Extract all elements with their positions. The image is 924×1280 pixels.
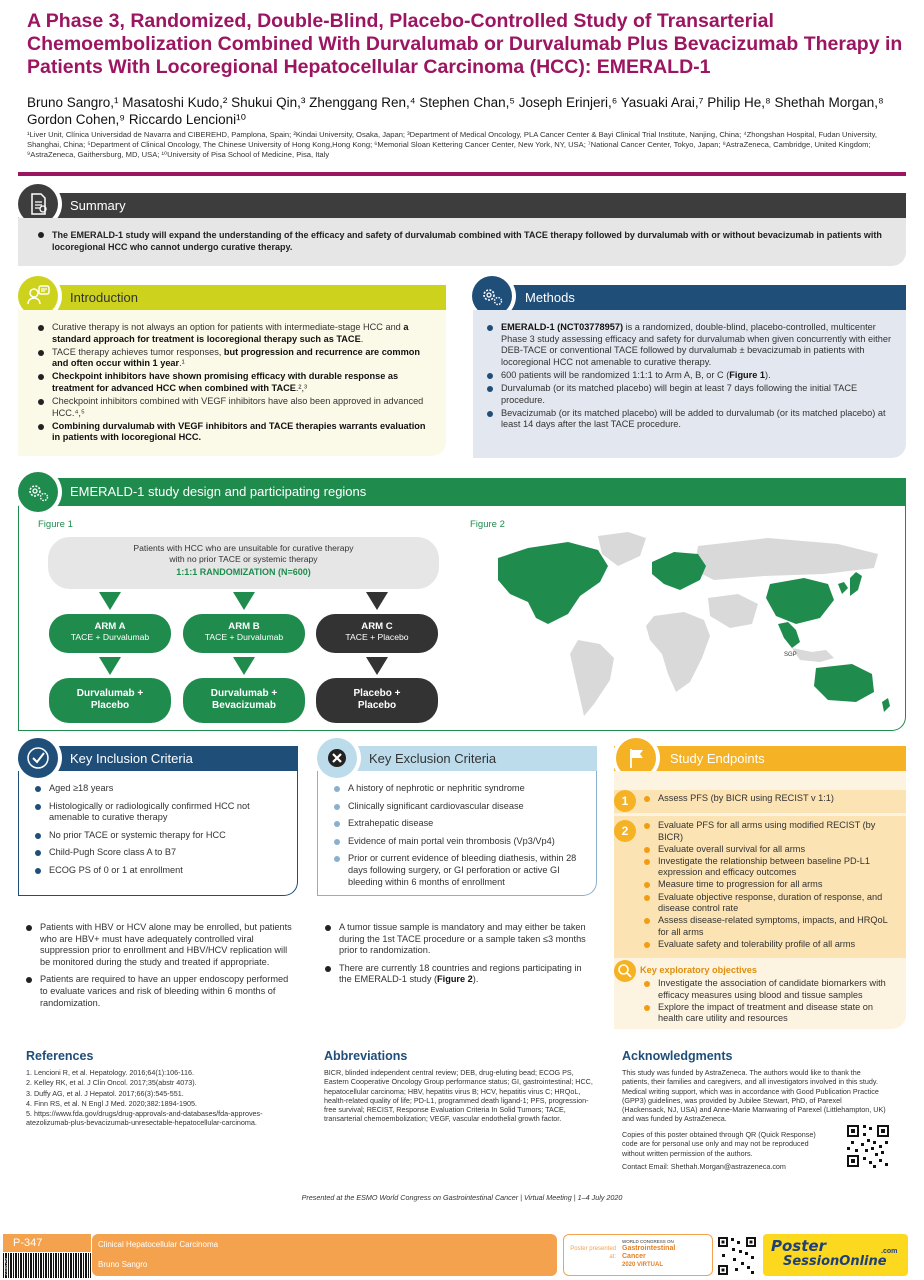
arm-c-desc: TACE + Placebo [345, 632, 409, 642]
inclusion-item: Histologically or radiologically confirmed HCC not amenable to curative therapy [33, 801, 289, 824]
reference-item: 2. Kelley RK, et al. J Clin Oncol. 2017;35(abstr 4073). [26, 1078, 197, 1088]
methods-item [485, 408, 892, 431]
figure1-label: Figure 1 [38, 519, 73, 530]
qr-code-icon[interactable] [845, 1123, 891, 1169]
barcode-icon [3, 1253, 91, 1278]
exclusion-list [332, 783, 588, 888]
arm-b-desc: TACE + Durvalumab [204, 632, 284, 642]
inclusion-notes [24, 922, 294, 1015]
exploratory-list [642, 978, 900, 1025]
abbreviations-text: BICR, blinded independent central review; DEB, drug-eluting bead; ECOG PS, Eastern Cooperative Oncology Group performance status; GI, gastrointestinal; HCC, hepatocellular carcinoma; HBV, hepatitis virus B; HCV, hepatitis virus C; HRQoL, health-related quality of life; PD-L1, programmed death ligand-1; PFS, progression-free survival; RECIST, Response Evaluation Criteria In Solid Tumors; TACE, transarterial chemoembolization; VEGF, vascular endothelial growth factor. [324, 1068, 593, 1124]
inclusion-item: No prior TACE or systemic therapy for HCC [33, 830, 289, 842]
introduction-item-tail: ⁴,⁵ [74, 407, 85, 418]
esmo-line3: Cancer [622, 1253, 646, 1260]
secondary-endpoint: Evaluate PFS for all arms using modified RECIST (by BICR) [642, 820, 900, 843]
methods-item [485, 322, 892, 368]
emerald-heading: EMERALD-1 study design and participating regions [70, 484, 367, 499]
exclusion-box [317, 771, 597, 896]
methods-item [485, 383, 892, 406]
introduction-header [18, 285, 446, 310]
primary-number: 1 [614, 790, 636, 812]
figure2-label: Figure 2 [470, 519, 505, 530]
caption-line1: Patients with HCC who are unsuitable for curative therapy [133, 543, 354, 553]
methods-item-figure: Figure 1 [729, 369, 766, 380]
secondary-number: 2 [614, 820, 636, 842]
introduction-item-tail: .¹ [179, 358, 185, 369]
methods-item-text: 600 patients will be randomized 1:1:1 to Arm A, B, or C ( [501, 369, 730, 380]
introduction-item-text: Curative therapy is not always an option for patients with intermediate-stage HCC and [52, 322, 404, 332]
arm-a-result [49, 678, 171, 723]
esmo-line2: Gastrointestinal [622, 1245, 676, 1252]
exclusion-item: Prior or current evidence of bleeding diathesis, within 28 days following surgery, or GI perforation or active GI bleeding within 6 months of enrollment [332, 853, 588, 888]
esmo-line1: WORLD CONGRESS ON [622, 1239, 674, 1244]
introduction-item-tail: .²,³ [295, 382, 308, 393]
methods-item [485, 370, 892, 382]
exploratory-objective: Investigate the association of candidate biomarkers with efficacy measures using blood and tissue samples [642, 978, 900, 1001]
introduction-box [18, 310, 446, 456]
inclusion-list [33, 783, 289, 877]
abbreviations-heading: Abbreviations [324, 1049, 408, 1063]
arm-a-result-line2: Placebo [90, 700, 130, 711]
emerald-header [18, 478, 906, 506]
arrow-down-icon [233, 592, 255, 610]
arm-c-name: ARM C [361, 621, 393, 632]
arm-c [316, 614, 438, 653]
endpoints-heading: Study Endpoints [670, 751, 765, 766]
arrow-down-icon [366, 592, 388, 610]
author-list: Bruno Sangro,¹ Masatoshi Kudo,² Shukui Qin,³ Zhenggang Ren,⁴ Stephen Chan,⁵ Joseph Erinjeri,⁶ Yasuaki Arai,⁷ Philip He,⁸ Shethah Morgan,⁸ Gordon Cohen,⁹ Riccardo Lencioni¹⁰ [27, 95, 884, 127]
secondary-endpoint: Evaluate objective response, duration of response, and disease control rate [642, 892, 900, 915]
introduction-heading: Introduction [70, 290, 138, 305]
world-map [486, 528, 898, 723]
secondary-endpoints-list [642, 820, 900, 951]
introduction-item-bold: Checkpoint inhibitors have shown promising efficacy with durable response as treatment for advanced HCC when combined with TACE [52, 371, 399, 393]
footer-author: Bruno Sangro [98, 1260, 148, 1269]
methods-item-text: Durvalumab (or its matched placebo) will begin at least 7 days following the initial TACE procedure. [501, 382, 858, 405]
inclusion-item: Child-Pugh Score class A to B7 [33, 847, 289, 859]
introduction-item [36, 371, 432, 394]
methods-list [485, 322, 892, 431]
arrow-down-icon [99, 592, 121, 610]
introduction-item-tail: . [360, 333, 364, 344]
summary-header [18, 193, 906, 218]
inclusion-item: ECOG PS of 0 or 1 at enrollment [33, 865, 289, 877]
arrow-down-icon [233, 657, 255, 675]
population-caption [48, 537, 439, 589]
reference-item: 1. Lencioni R, et al. Hepatology. 2016;64(1):106-116. [26, 1068, 194, 1077]
pso-word2: SessionOnline [783, 1254, 887, 1269]
reference-item: 4. Finn RS, et al. N Engl J Med. 2020;382:1894-1905. [26, 1098, 198, 1108]
arm-c-result-line2: Placebo [357, 700, 397, 711]
exclusion-note-2-figure: Figure 2 [437, 974, 473, 985]
arm-b-result-line2: Bevacizumab [212, 700, 276, 711]
methods-item-text: Bevacizumab (or its matched placebo) will be added to durvalumab (or its matched placebo) at least 14 days after the last TACE procedure. [501, 407, 886, 430]
methods-header [473, 285, 906, 310]
footer-category: Clinical Hepatocellular Carcinoma [98, 1240, 219, 1249]
secondary-endpoint: Measure time to progression for all arms [642, 879, 900, 891]
arm-b [183, 614, 305, 653]
exclusion-note-2 [323, 963, 593, 986]
exclusion-note-2-tail: ). [472, 974, 479, 985]
arm-c-result [316, 678, 438, 723]
copies-notice: Copies of this poster obtained through QR (Quick Response) code are for personal use only and may not be reproduced without written permission of the authors. [622, 1130, 816, 1158]
references-heading: References [26, 1049, 94, 1063]
arm-c-result-line1: Placebo + [353, 688, 401, 699]
presented-at: Presented at the ESMO World Congress on Gastrointestinal Cancer | Virtual Meeting | 1–4 July 2020 [301, 1193, 623, 1202]
exclusion-item: Evidence of main portal vein thrombosis (Vp3/Vp4) [332, 836, 588, 848]
exclusion-notes [323, 922, 593, 987]
arm-a [49, 614, 171, 653]
arm-b-result-line1: Durvalumab + [210, 688, 278, 699]
arm-a-name: ARM A [94, 621, 126, 632]
randomization-label: 1:1:1 RANDOMIZATION (N=600) [176, 567, 311, 577]
introduction-item-bold: a standard approach for treatment is locoregional therapy such as TACE [52, 322, 409, 344]
affiliations: ¹Liver Unit, Clínica Universidad de Navarra and CIBEREHD, Pamplona, Spain; ²Kindai University, Osaka, Japan; ³Department of Medical Oncology, PLA Cancer Center & Bayi Clinical Trial Institute, Nanjing, China; ⁴Zhongshan Hospital, Fudan University, Shanghai, China; ⁵Department of Clinical Oncology, The Chinese University of Hong Kong,Hong Kong; ⁶Memorial Sloan Kettering Cancer Center, New York, NY, USA; ⁷National Cancer Center, Tokyo, Japan; ⁸AstraZeneca, Cambridge, United Kingdom; ⁹AstraZeneca, Gaithersburg, MD, USA; ¹⁰University of Pisa School of Medicine, Pisa, Italy [27, 130, 877, 159]
methods-item-tail: ). [765, 369, 771, 380]
introduction-item-bold: Combining durvalumab with VEGF inhibitors and TACE therapies warrants evaluation in patients with locoregional HCC. [52, 420, 426, 443]
introduction-item [36, 347, 432, 370]
secondary-endpoint: Evaluate safety and tolerability profile of all arms [642, 939, 900, 951]
esmo-logo [622, 1239, 675, 1270]
exclusion-note-2-text: There are currently 18 countries and regions participating in the EMERALD-1 study ( [339, 962, 582, 985]
exclusion-note-1: A tumor tissue sample is mandatory and may either be taken during the 1st TACE procedure or a sample taken ≤3 months prior to randomization. [323, 922, 593, 957]
arm-a-result-line1: Durvalumab + [76, 688, 144, 699]
contact-email[interactable]: Contact Email: Shethah.Morgan@astrazeneca.com [622, 1162, 786, 1171]
inclusion-box [18, 771, 298, 896]
secondary-endpoint: Assess disease-related symptoms, impacts, and HRQoL for all arms [642, 915, 900, 938]
arrow-down-icon [366, 657, 388, 675]
introduction-item [36, 322, 432, 345]
methods-item-bold: EMERALD-1 (NCT03778957) [501, 322, 624, 332]
exploratory-objective: Explore the impact of treatment and disease state on health care utility and resources [642, 1002, 900, 1025]
introduction-item-text: TACE therapy achieves tumor responses, [52, 346, 224, 357]
arm-b-name: ARM B [228, 621, 260, 632]
summary-heading: Summary [70, 198, 126, 213]
summary-text: The EMERALD-1 study will expand the understanding of the efficacy and safety of durvalumab combined with TACE therapy followed by durvalumab with or without bevacizumab in patients with locoregional HCC who cannot undergo curative therapy. [52, 230, 882, 252]
introduction-item-bold: but progression and recurrence are common and often occur within 1 year [52, 346, 420, 369]
arm-b-result [183, 678, 305, 723]
methods-heading: Methods [525, 290, 575, 305]
references-list [26, 1068, 296, 1129]
secondary-endpoint: Evaluate overall survival for all arms [642, 844, 900, 856]
reference-item: 3. Duffy AG, et al. J Hepatol. 2017;66(3):545-551. [26, 1088, 184, 1098]
acknowledgments-heading: Acknowledgments [622, 1049, 733, 1063]
header-divider [18, 172, 906, 176]
postersessiononline-logo[interactable] [763, 1234, 908, 1276]
map-label-sgp: SGP [784, 652, 797, 658]
footer-info-bar [92, 1234, 557, 1276]
inclusion-note: Patients are required to have an upper endoscopy performed to evaluate varices and risk of bleeding within 6 months of randomization. [24, 974, 294, 1009]
exclusion-item: Clinically significant cardiovascular disease [332, 801, 588, 813]
inclusion-heading: Key Inclusion Criteria [70, 751, 193, 766]
introduction-item-text: Checkpoint inhibitors combined with VEGF inhibitors have also been approved in advanced HCC. [52, 396, 424, 418]
methods-box [473, 310, 906, 458]
exclusion-item: Extrahepatic disease [332, 818, 588, 830]
introduction-list [36, 322, 432, 444]
poster-code: P-347 [3, 1234, 91, 1252]
side-code: 270625C [4, 1255, 10, 1276]
acknowledgments-text: This study was funded by AstraZeneca. The authors would like to thank the patients, their families and caregivers, and all investigators involved in this study. Medical writing support, which was in accordance with Good Publication Practice (GPP3) guidelines, was provided by Jubilee Stewart, PhD, of Parexel (Hackensack, NJ, USA) and Anne-Marie Manwaring of Parexel (Littlehampton, UK) and was funded by AstraZeneca. [622, 1068, 886, 1124]
arrow-down-icon [99, 657, 121, 675]
inclusion-item: Aged ≥18 years [33, 783, 289, 795]
exclusion-heading: Key Exclusion Criteria [369, 751, 497, 766]
secondary-endpoint: Investigate the relationship between baseline PD-L1 expression and efficacy outcomes [642, 856, 900, 879]
arm-a-desc: TACE + Durvalumab [70, 632, 150, 642]
poster-title: A Phase 3, Randomized, Double-Blind, Placebo-Controlled Study of Transarterial Chemoembolization Combined With Durvalumab or Durvalumab Plus Bevacizumab Therapy in Patients With Locoregional Hepatocellular Carcinoma (HCC): EMERALD-1 [27, 10, 903, 78]
footer-qr-icon[interactable] [717, 1236, 757, 1276]
exclusion-item: A history of nephrotic or nephritic syndrome [332, 783, 588, 795]
reference-item: 5. https://www.fda.gov/drugs/drug-approvals-and-databases/fda-approves-atezolizumab-plus-bevacizumab-unresectable-hepatocellular-carcinoma. [26, 1109, 263, 1128]
caption-line2: with no prior TACE or systemic therapy [169, 554, 318, 564]
exploratory-heading: Key exploratory objectives [640, 965, 757, 975]
esmo-line4: 2020 VIRTUAL [622, 1262, 664, 1268]
primary-endpoint: Assess PFS (by BICR using RECIST v 1:1) [642, 793, 900, 805]
esmo-logo-box [563, 1234, 713, 1276]
presented-at-label: Poster presented at: [570, 1246, 616, 1260]
magnifier-icon [614, 960, 636, 982]
pso-word1: Poster [771, 1237, 826, 1255]
methods-item-text: is a randomized, double-blind, placebo-controlled, multicenter Phase 3 study assessing efficacy and safety for durvalumab when given concurrently with either DEB-TACE or conventional TACE followed by durvalumab ± bevacizumab in patients with locoregional HCC not amenable to curative therapy. [501, 322, 891, 367]
introduction-item [36, 421, 432, 444]
introduction-item [36, 396, 432, 419]
pso-domain: .com [881, 1248, 898, 1255]
summary-box [18, 218, 906, 266]
inclusion-note: Patients with HBV or HCV alone may be enrolled, but patients who are HBV+ must have adequately controlled viral suppression prior to enrollment and HBV/HCV replication will be monitored during the study and treated if appropriate. [24, 922, 294, 968]
